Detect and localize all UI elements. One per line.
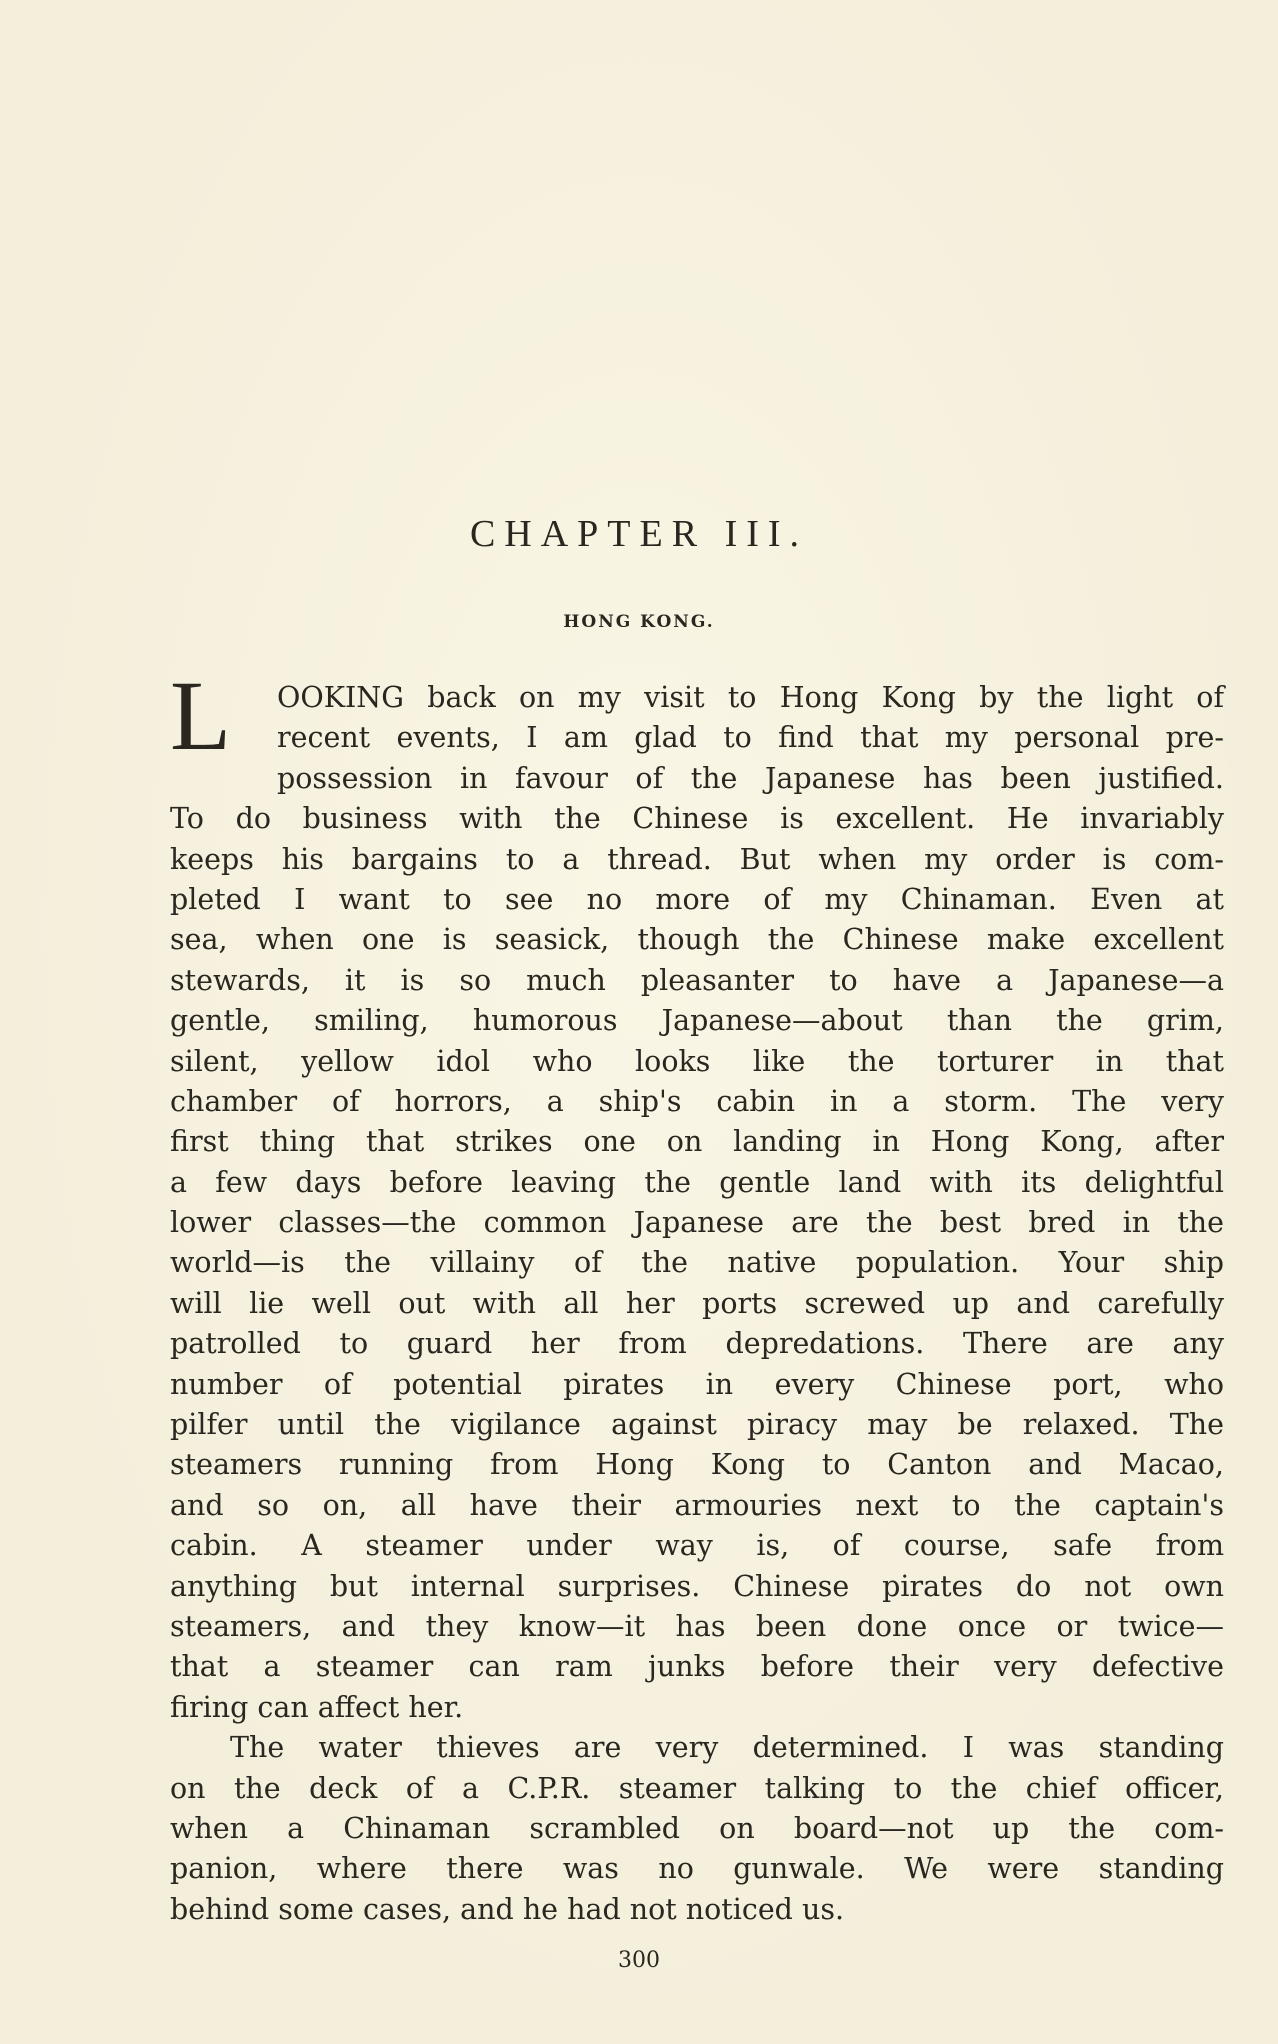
text-line: possession in favour of the Japanese has been justified.: [277, 761, 1224, 795]
text-line: a few days before leaving the gentle land with its delightful: [170, 1165, 1224, 1199]
text-line: keeps his bargains to a thread. But when my order is com-: [170, 842, 1224, 876]
text-line: chamber of horrors, a ship's cabin in a storm. The very: [170, 1084, 1224, 1118]
chapter-title: CHAPTER III.: [469, 513, 809, 555]
text-line: panion, where there was no gunwale. We were standing: [170, 1852, 1224, 1886]
text-line: cabin. A steamer under way is, of course, safe from: [170, 1529, 1224, 1563]
text-line: will lie well out with all her ports screwed up and carefully: [170, 1286, 1224, 1320]
text-line: silent, yellow idol who looks like the torturer in that: [170, 1044, 1224, 1078]
page-number: 300: [618, 1948, 660, 1973]
text-line: first thing that strikes one on landing in Hong Kong, after: [170, 1125, 1224, 1159]
text-line: pilfer until the vigilance against piracy may be relaxed. The: [170, 1408, 1224, 1442]
text-line: recent events, I am glad to find that my personal pre-: [277, 721, 1224, 755]
text-line: lower classes—the common Japanese are the best bred in the: [170, 1206, 1224, 1240]
text-line: To do business with the Chinese is excellent. He invariably: [170, 802, 1224, 836]
chapter-subtitle: HONG KONG.: [563, 612, 715, 632]
text-line: number of potential pirates in every Chinese port, who: [170, 1367, 1224, 1401]
text-line: steamers, and they know—it has been done once or twice—: [170, 1609, 1224, 1643]
text-line: stewards, it is so much pleasanter to have a Japanese—a: [170, 963, 1224, 997]
text-line: gentle, smiling, humorous Japanese—about than the grim,: [170, 1004, 1224, 1038]
text-line: firing can affect her.: [170, 1690, 464, 1724]
text-line: and so on, all have their armouries next to the captain's: [170, 1488, 1224, 1522]
text-line: OOKING back on my visit to Hong Kong by the light of: [277, 681, 1224, 714]
text-line: world—is the villainy of the native population. Your ship: [170, 1246, 1224, 1280]
text-line: steamers running from Hong Kong to Canton and Macao,: [170, 1448, 1224, 1482]
text-line: sea, when one is seasick, though the Chinese make excellent: [170, 923, 1224, 957]
drop-cap: L: [170, 660, 232, 771]
text-line: that a steamer can ram junks before their very defective: [170, 1650, 1224, 1684]
body-text: [170, 660, 1224, 1930]
text-line: when a Chinaman scrambled on board—not up the com-: [170, 1811, 1224, 1845]
text-line: behind some cases, and he had not noticed us.: [170, 1892, 845, 1926]
text-line: on the deck of a C.P.R. steamer talking to the chief officer,: [170, 1771, 1224, 1805]
text-line: anything but internal surprises. Chinese pirates do not own: [170, 1569, 1224, 1603]
text-line: pleted I want to see no more of my Chinaman. Even at: [170, 882, 1224, 916]
text-line: The water thieves are very determined. I was standing: [230, 1731, 1224, 1765]
text-line: patrolled to guard her from depredations. There are any: [170, 1327, 1224, 1361]
